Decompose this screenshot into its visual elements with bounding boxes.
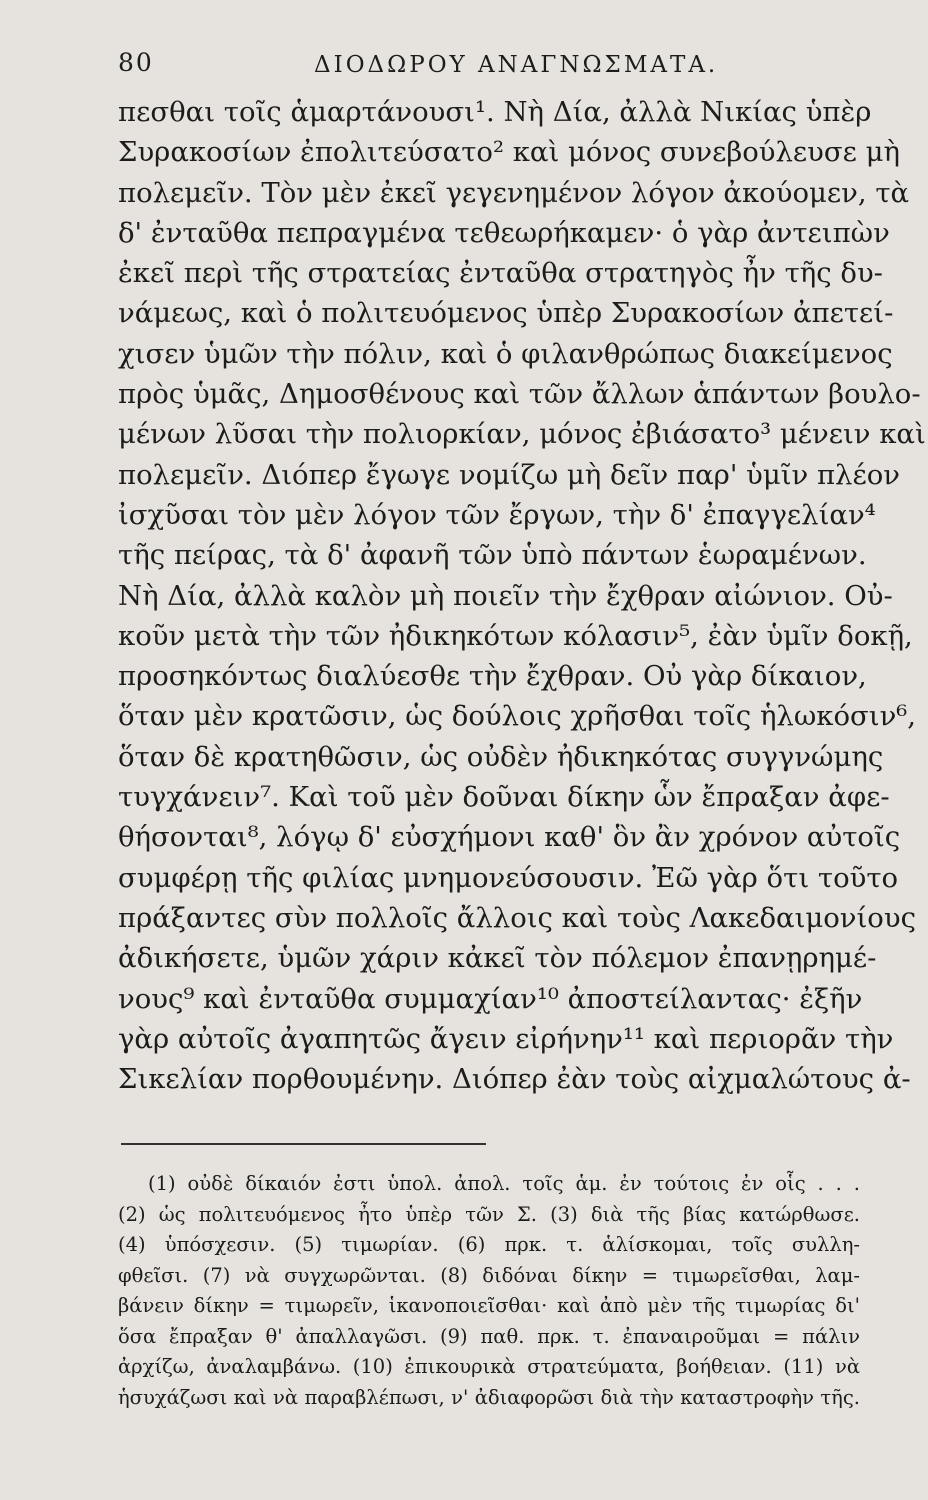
page-number: 80 — [118, 48, 154, 77]
text-line: γὰρ αὐτοῖς ἀγαπητῶς ἄγειν εἰρήνην¹¹ καὶ περιορᾶν τὴν — [118, 1022, 894, 1055]
text-line: ἰσχῦσαι τὸν μὲν λόγον τῶν ἔργων, τὴν δ' ἐπαγγελίαν⁴ — [118, 498, 876, 531]
footnotes — [118, 1169, 868, 1413]
text-line: ὅταν μὲν κρατῶσιν, ὡς δούλοις χρῆσθαι τοῖς ἡλωκόσιν⁶, — [118, 700, 917, 733]
text-line: ἀδικήσετε, ὑμῶν χάριν κἀκεῖ τὸν πόλεμον ἐπανῃρημέ- — [118, 942, 877, 975]
text-line: χισεν ὑμῶν τὴν πόλιν, καὶ ὁ φιλανθρώπως διακείμενος — [118, 337, 893, 370]
footnote-line: ἡσυχάζωσι καὶ νὰ παραβλέπωσι, ν' ἀδιαφορῶσι διὰ τὴν καταστροφὴν τῆς. — [118, 1385, 860, 1409]
footnote-line: βάνειν δίκην = τιμωρεῖν, ἱκανοποιεῖσθαι· καὶ ἀπὸ μὲν τῆς τιμωρίας δι' — [118, 1294, 860, 1318]
page-header — [118, 48, 868, 92]
text-line: πράξαντες σὺν πολλοῖς ἄλλοις καὶ τοὺς Λακεδαιμονίους — [118, 901, 916, 934]
footnote-line: ἀρχίζω, ἀναλαμβάνω. (10) ἐπικουρικὰ στρατεύματα, βοήθειαν. (11) νὰ — [118, 1355, 860, 1379]
text-line: Συρακοσίων ἐπολιτεύσατο² καὶ μόνος συνεβούλευσε μὴ — [118, 136, 900, 169]
footnote-line: (4) ὑπόσχεσιν. (5) τιμωρίαν. (6) πρκ. τ. ἁλίσκομαι, τοῖς συλλη- — [118, 1233, 860, 1257]
text-line: Νὴ Δία, ἀλλὰ καλὸν μὴ ποιεῖν τὴν ἔχθραν αἰώνιον. Οὐ- — [118, 579, 893, 612]
text-line: τυγχάνειν⁷. Καὶ τοῦ μὲν δοῦναι δίκην ὧν ἔπραξαν ἀφε- — [118, 781, 890, 814]
footnote-divider — [121, 1143, 486, 1145]
footnote-line: φθεῖσι. (7) νὰ συγχωρῶνται. (8) διδόναι δίκην = τιμωρεῖσθαι, λαμ- — [118, 1263, 860, 1287]
footnote-line: ὅσα ἔπραξαν θ' ἀπαλλαγῶσι. (9) παθ. πρκ. τ. ἐπαναιροῦμαι = πάλιν — [118, 1324, 860, 1348]
text-line: πολεμεῖν. Τὸν μὲν ἐκεῖ γεγενημένον λόγον ἀκούομεν, τὰ — [118, 176, 910, 209]
text-line: δ' ἐνταῦθα πεπραγμένα τεθεωρήκαμεν· ὁ γὰρ ἀντειπὼν — [118, 216, 890, 249]
text-line: πρὸς ὑμᾶς, Δημοσθένους καὶ τῶν ἄλλων ἁπάντων βουλο- — [118, 378, 921, 411]
text-line: κοῦν μετὰ τὴν τῶν ἠδικηκότων κόλασιν⁵, ἐὰν ὑμῖν δοκῇ, — [118, 619, 913, 652]
footnote-line: (1) οὐδὲ δίκαιόν ἐστι ὑπολ. ἀπολ. τοῖς ἁμ. ἐν τούτοις ἐν οἷς . . . — [148, 1172, 860, 1196]
text-line: Σικελίαν πορθουμένην. Διόπερ ἐὰν τοὺς αἰχμαλώτους ἀ- — [118, 1063, 911, 1096]
footnote-line: (2) ὡς πολιτευόμενος ἦτο ὑπὲρ τῶν Σ. (3) διὰ τῆς βίας κατώρθωσε. — [118, 1202, 860, 1226]
running-title: ΔΙΟΔΩΡΟΥ ΑΝΑΓΝΩΣΜΑΤΑ. — [314, 52, 719, 78]
text-line: πεσθαι τοῖς ἁμαρτάνουσι¹. Νὴ Δία, ἀλλὰ Νικίας ὑπὲρ — [118, 96, 872, 128]
text-line: προσηκόντως διαλύεσθε τὴν ἔχθραν. Οὐ γὰρ δίκαιον, — [118, 660, 867, 693]
text-line: συμφέρῃ τῆς φιλίας μνημονεύσουσιν. Ἐῶ γὰρ ὅτι τοῦτο — [118, 861, 899, 894]
text-line: θήσονται⁸, λόγῳ δ' εὐσχήμονι καθ' ὃν ἂν χρόνον αὐτοῖς — [118, 821, 901, 854]
text-line: ἐκεῖ περὶ τῆς στρατείας ἐνταῦθα στρατηγὸς ἦν τῆς δυ- — [118, 257, 883, 290]
text-line: πολεμεῖν. Διόπερ ἔγωγε νομίζω μὴ δεῖν παρ' ὑμῖν πλέον — [118, 458, 900, 491]
text-line: ὅταν δὲ κρατηθῶσιν, ὡς οὐδὲν ἠδικηκότας συγγνώμης — [118, 740, 884, 773]
main-text — [118, 92, 926, 1099]
text-line: τῆς πείρας, τὰ δ' ἀφανῆ τῶν ὑπὸ πάντων ἑωραμένων. — [118, 539, 867, 572]
text-line: νάμεως, καὶ ὁ πολιτευόμενος ὑπὲρ Συρακοσίων ἀπετεί- — [118, 297, 894, 330]
text-line: μένων λῦσαι τὴν πολιορκίαν, μόνος ἐβιάσατο³ μένειν καὶ — [118, 418, 926, 451]
text-line: νους⁹ καὶ ἐνταῦθα συμμαχίαν¹⁰ ἀποστείλαντας· ἐξῆν — [118, 982, 863, 1015]
